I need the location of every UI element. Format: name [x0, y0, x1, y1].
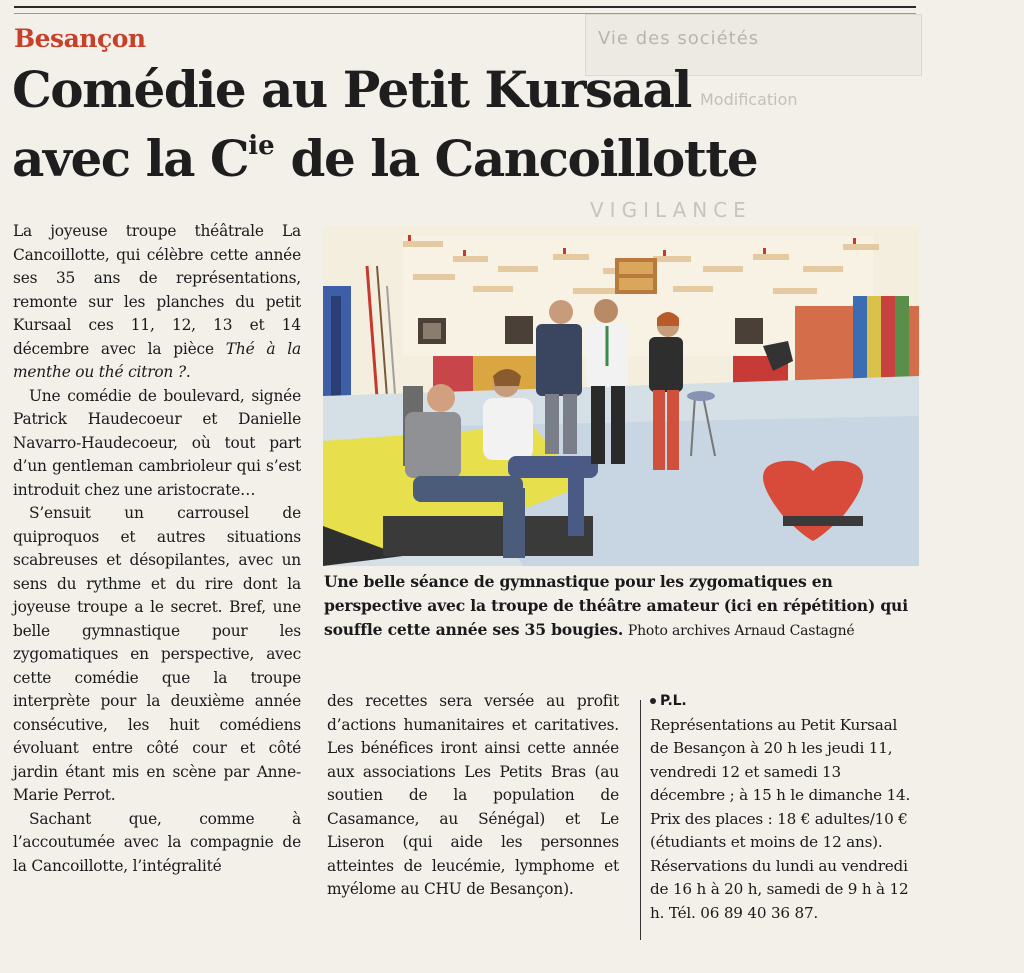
photo-caption: [324, 570, 919, 643]
practical-info: [650, 690, 920, 925]
headline: [12, 62, 902, 187]
photo-credit: Photo archives Arnaud Castagné: [627, 623, 855, 639]
top-rule: [14, 6, 916, 8]
bleed-through-text-3: VIGILANCE: [590, 198, 752, 222]
author-signature: [650, 690, 920, 714]
paragraph-3: S’ensuit un carrousel de quiproquos et autres situations scabreuses et désopilantes, avec un sens du rythme et du rire dont la joyeuse troupe a le secret. Bref, une belle gymnastique pour les zygomatiques en perspective, avec cette comédie que la troupe interprète pour la deuxième année consécutive, les huit comédiens évoluant entre côté cour et côté jardin étant mis en scène par Anne-Marie Perrot.: [13, 504, 301, 804]
paragraph-4: Sachant que, comme à l’accoutumée avec la compagnie de la Cancoillotte, l’intégralité: [13, 809, 301, 875]
article-photo: [323, 226, 919, 566]
article-column-1: [13, 220, 301, 878]
bleed-through-text: Vie des sociétés: [598, 28, 760, 49]
paragraph-2: Une comédie de boulevard, signée Patrick Haudecoeur et Danielle Navarro-Haudecoeur, où tout part d’un gentleman cambrioleur qui s’est introduit chez une aristocrate…: [13, 386, 301, 499]
bleed-through-text-2: Modification: [700, 90, 798, 109]
paragraph-5: des recettes sera versée au profit d’actions humanitaires et caritatives. Les bénéfices iront ainsi cette année aux associations Les Petits Bras (au soutien de la population de Casamance, au Sénégal) et Le Liseron (qui aide les personnes atteintes de leucémie, lymphome et myélome au CHU de Besançon).: [327, 692, 619, 898]
headline-line-2-pre: avec la C: [12, 129, 249, 188]
paragraph-1-end: .: [185, 363, 191, 381]
bullet-icon: [650, 698, 656, 704]
paragraph-1-text: La joyeuse troupe théâtrale La Cancoillotte, qui célèbre cette année ses 35 ans de représentations, remonte sur les planches du petit Kursaal ces 11, 12, 13 et 14 décembre avec la pièce: [13, 222, 301, 358]
headline-line-2-sup: ie: [248, 131, 275, 161]
column-separator: [640, 700, 641, 940]
caption-text: Une belle séance de gymnastique pour les zygomatiques en perspective avec la troupe de théâtre amateur (ici en répétition) qui souffle cette année ses 35 bougies.: [324, 572, 908, 639]
rehearsal-photo-illustration: [323, 226, 919, 566]
headline-line-1: Comédie au Petit Kursaal: [12, 60, 691, 119]
play-title: Thé à la menthe ou thé citron ?: [13, 339, 301, 381]
practical-info-text: Représentations au Petit Kursaal de Besançon à 20 h les jeudi 11, vendredi 12 et samedi 13 décembre ; à 15 h le dimanche 14. Prix des places : 18 € adultes/10 € (étudiants et moins de 12 ans). Réservations du lundi au vendredi de 16 h à 20 h, samedi de 9 h à 12 h. Tél. 06 89 40 36 87.: [650, 715, 911, 922]
section-label: Besançon: [14, 24, 146, 53]
author-initials: P.L.: [660, 693, 687, 709]
paragraph-1: [13, 220, 301, 385]
headline-line-2-post: de la Cancoillotte: [274, 129, 758, 188]
article-column-2: [327, 690, 619, 902]
